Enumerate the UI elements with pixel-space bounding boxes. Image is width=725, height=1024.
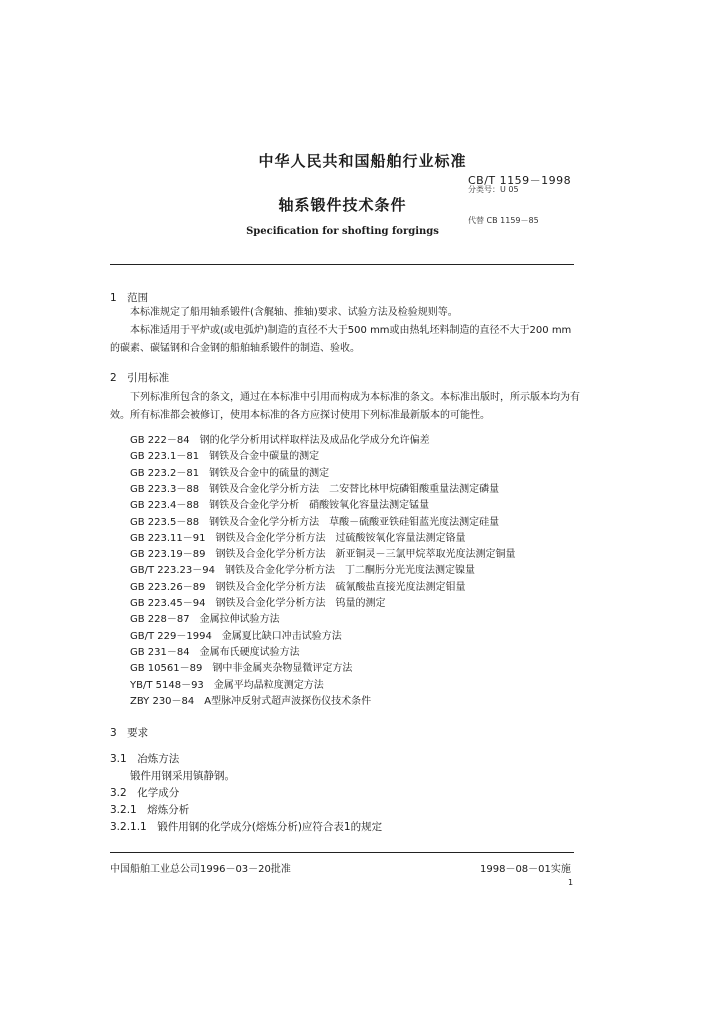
reference-item: GB 223.19－89 钢铁及合金化学分析方法 新亚铜灵－三氯甲烷萃取光度法测定铜量 — [130, 549, 516, 561]
reference-item: GB 223.4－88 钢铁及合金化学分析 硝酸铵氧化容量法测定锰量 — [130, 500, 430, 512]
reference-item: GB 223.26－89 钢铁及合金化学分析方法 硫氰酸盐直接光度法测定钼量 — [130, 581, 466, 593]
reference-item: GB/T 229－1994 金属夏比缺口冲击试验方法 — [130, 630, 342, 642]
section-3-2-heading: 3.2 化学成分 — [110, 787, 180, 799]
reference-item: GB 223.1－81 钢铁及合金中碳量的测定 — [130, 451, 320, 463]
footer-divider — [110, 852, 574, 853]
section-2-paragraph: 下列标准所包含的条文，通过在本标准中引用而构成为本标准的条文。本标准出版时，所示版本均为有效。所有标准都会被修订，使用本标准的各方应探讨使用下列标准最新版本的可能性。 — [110, 392, 580, 421]
reference-item: YB/T 5148－93 金属平均晶粒度测定方法 — [130, 679, 324, 691]
reference-item: GB 228－87 金属拉伸试验方法 — [130, 614, 280, 626]
section-3-2-1-1-text: 3.2.1.1 锻件用钢的化学成分(熔炼分析)应符合表1的规定 — [110, 821, 383, 833]
reference-item: GB 223.11－91 钢铁及合金化学分析方法 过硫酸铵氧化容量法测定铬量 — [130, 532, 466, 544]
section-1-heading: 1 范围 — [110, 292, 149, 304]
reference-item: GB 223.3－88 钢铁及合金化学分析方法 二安替比林甲烷磷钼酸重量法测定磷量 — [130, 483, 500, 495]
section-3-2-1-heading: 3.2.1 熔炼分析 — [110, 804, 190, 816]
reference-item: GB 10561－89 钢中非金属夹杂物显微评定方法 — [130, 663, 353, 675]
document-title: 轴系锻件技术条件 — [278, 196, 407, 214]
reference-item: ZBY 230－84 A型脉冲反射式超声波探伤仪技术条件 — [130, 695, 372, 707]
implementation-date: 1998－08－01实施 — [480, 864, 571, 875]
reference-item: GB 231－84 金属布氏硬度试验方法 — [130, 646, 300, 658]
approval-date: 中国船舶工业总公司1996－03－20批准 — [110, 864, 291, 875]
issuer-title: 中华人民共和国船舶行业标准 — [258, 152, 467, 170]
reference-item: GB 222－84 钢的化学分析用试样取样法及成品化学成分允许偏差 — [130, 435, 430, 446]
section-1-paragraph-2: 本标准适用于平炉或(或电弧炉)制造的直径不大于500 mm或由热轧坯料制造的直径不大于200 mm的碳素、碳锰钢和合金钢的船舶轴系锻件的制造、验收。 — [110, 325, 572, 354]
replaces-note: 代替 CB 1159－85 — [468, 216, 539, 225]
reference-item: GB 223.5－88 钢铁及合金化学分析方法 草酸－硫酸亚铁硅钼蓝光度法测定硅量 — [130, 516, 500, 528]
section-1-paragraph-1: 本标准规定了船用轴系锻件(含艉轴、推轴)要求、试验方法及检验规则等。 — [130, 307, 458, 318]
reference-item: GB 223.2－81 钢铁及合金中的硫量的测定 — [130, 467, 330, 479]
section-2-heading: 2 引用标准 — [110, 372, 170, 384]
header-divider — [110, 264, 574, 265]
reference-item: GB/T 223.23－94 钢铁及合金化学分析方法 丁二酮肟分光光度法测定镍量 — [130, 565, 475, 577]
section-3-1-heading: 3.1 冶炼方法 — [110, 753, 180, 765]
section-3-heading: 3 要求 — [110, 727, 149, 739]
section-3-1-text: 锻件用钢采用镇静钢。 — [130, 770, 235, 782]
classification-number: 分类号：U 05 — [468, 185, 519, 194]
english-title: Specification for shofting forgings — [246, 226, 439, 237]
page-number: 1 — [568, 878, 574, 887]
standard-number: CB/T 1159－1998 — [468, 174, 572, 187]
reference-item: GB 223.45－94 钢铁及合金化学分析方法 钨量的测定 — [130, 598, 386, 609]
